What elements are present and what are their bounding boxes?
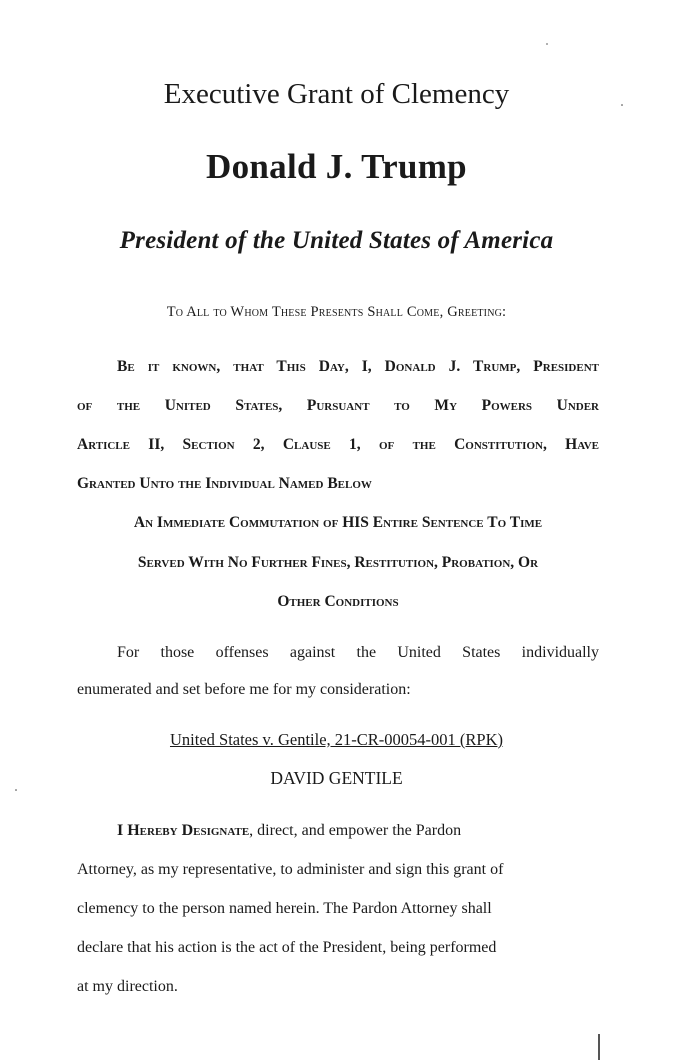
grant-line: Other Conditions — [277, 593, 399, 610]
document-title: Executive Grant of Clemency — [163, 78, 510, 110]
issuer-name: Donald J. Trump — [206, 147, 467, 186]
case-caption: United States v. Gentile, 21-CR-00054-001 (RPK) — [169, 730, 504, 749]
grant-line: Granted Unto the Individual Named Below — [77, 475, 372, 492]
designation-line: Attorney, as my representative, to administer and sign this grant of — [77, 861, 504, 878]
scan-speck — [546, 43, 548, 45]
scan-speck — [621, 104, 623, 106]
offenses-line: For those offenses against the United States individually — [117, 644, 599, 661]
designation-line: declare that his action is the act of the President, being performed — [77, 939, 497, 956]
grant-line: Article II, Section 2, Clause 1, of the Constitution, Have — [77, 436, 599, 453]
grant-line: Be it known, that This Day, I, Donald J. Trump, President — [117, 358, 599, 375]
grant-line: An Immediate Commutation of HIS Entire Sentence To Time — [133, 514, 543, 531]
designation-line: clemency to the person named herein. The Pardon Attorney shall — [77, 900, 492, 917]
scan-speck — [15, 789, 17, 791]
grant-line: Served With No Further Fines, Restitution, Probation, Or — [137, 554, 539, 571]
designation-lead: I Hereby Designate — [117, 822, 250, 839]
grant-line: of the United States, Pursuant to My Powers Under — [77, 397, 599, 414]
defendant-name: DAVID GENTILE — [270, 768, 403, 788]
designation-line: at my direction. — [77, 978, 178, 995]
page-edge-mark — [598, 1034, 600, 1060]
greeting-line: To All to Whom These Presents Shall Come, Greeting: — [166, 304, 507, 320]
issuer-office: President of the United States of America — [119, 227, 554, 254]
designation-line-rest: , direct, and empower the Pardon — [249, 822, 462, 839]
offenses-line: enumerated and set before me for my consideration: — [77, 681, 411, 698]
designation-line — [77, 820, 599, 842]
